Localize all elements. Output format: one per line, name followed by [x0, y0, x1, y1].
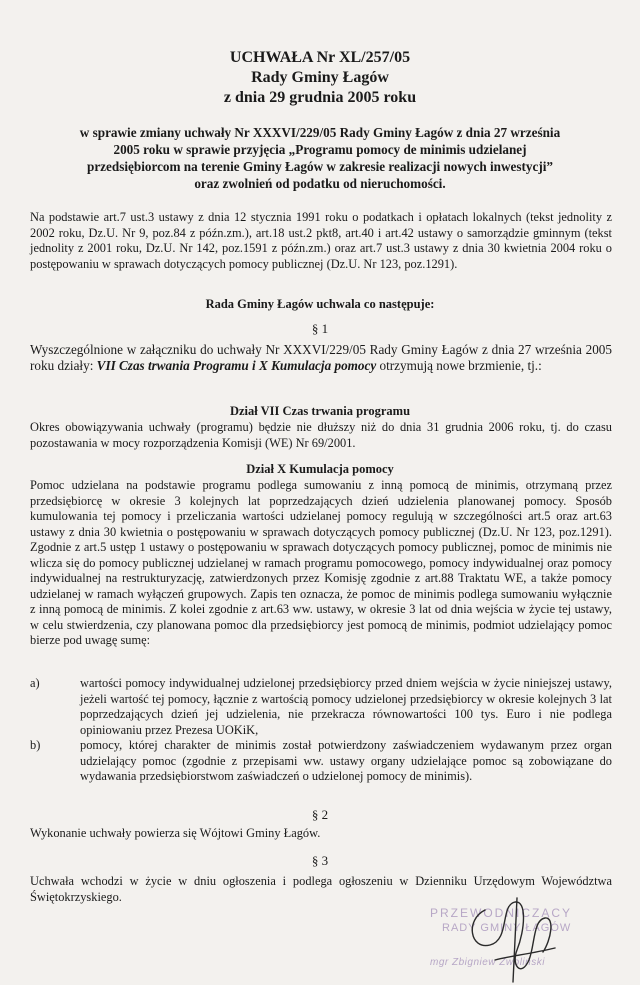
list-marker-b: b) — [30, 738, 41, 752]
section-2-text: Wykonanie uchwały powierza się Wójtowi Gminy Łagów. — [30, 826, 321, 840]
dzial-10-heading: Dział X Kumulacja pomocy — [246, 462, 394, 476]
section-1-intro-end: otrzymują nowe brzmienie, tj.: — [376, 358, 542, 373]
list-marker-a: a) — [30, 676, 40, 690]
section-3-text: Uchwała wchodzi w życie w dniu ogłoszenia i podlega ogłoszeniu w Dzienniku Urzędowym Województwa Świętokrzyskiego. — [30, 874, 612, 904]
subject-line-2: 2005 roku w sprawie przyjęcia „Programu pomocy de minimis udzielanej — [113, 142, 527, 157]
resolution-title: UCHWAŁA Nr XL/257/05 — [229, 49, 411, 66]
resolution-date: z dnia 29 grudnia 2005 roku — [223, 89, 417, 106]
stamp-line-1: PRZEWODNICZĄCY — [430, 906, 572, 920]
dzial-7-text: Okres obowiązywania uchwały (programu) będzie nie dłuższy niż do dnia 31 grudnia 2006 roku, tj. do czasu pozostawania w mocy rozporządzenia Komisji (WE) Nr 69/2001. — [30, 420, 612, 450]
list-text-b: pomocy, której charakter de minimis został potwierdzony zaświadczeniem wydawanym przez organ udzielający pomoc (zgodnie z przepisami ww. ustawy organy udzielające pomoc są zobowiązane do wydawania przedsiębiorstwom zaświadczeń o udzielonej pomocy de minimis). — [80, 738, 612, 783]
legal-basis: Na podstawie art.7 ust.3 ustawy z dnia 12 stycznia 1991 roku o podatkach i opłatach lokalnych (tekst jednolity z 2002 roku, Dz.U. Nr 9, poz.84 z późn.zm.), art.18 ust.2 pkt8, art.40 i art.42 ustawy o samorządzie gminnym (tekst jednolity z 2001 roku, Dz.U. Nr 142, poz.1591 z późn.zm.) oraz art.7 ust.3 ustawy z dnia 30 kwietnia 2004 roku o postępowaniu w sprawach dotyczących pomocy publicznej (Dz.U. Nr 123, poz.1291). — [30, 210, 612, 271]
dzial-7-heading: Dział VII Czas trwania programu — [229, 404, 411, 418]
section-2-heading: § 2 — [311, 807, 329, 822]
subject-line-3: przedsiębiorcom na terenie Gminy Łagów w zakresie realizacji nowych inwestycji” — [86, 159, 553, 174]
stamp-line-3: mgr Zbigniew Zwoliński — [430, 957, 545, 968]
subject-line-1: w sprawie zmiany uchwały Nr XXXVI/229/05 Rady Gminy Łagów z dnia 27 września — [79, 125, 561, 140]
resolves-heading: Rada Gminy Łagów uchwala co następuje: — [205, 297, 435, 311]
signature-icon — [455, 890, 575, 985]
stamp-line-2: RADY GMINY ŁAGÓW — [442, 922, 572, 934]
section-3-heading: § 3 — [311, 853, 329, 868]
council-name: Rady Gminy Łagów — [251, 69, 389, 86]
list-text-a: wartości pomocy indywidualnej udzielonej przedsiębiorcy przed dniem wejścia w życie niniejszej ustawy, jeżeli wartość tej pomocy, łącznie z wartością pomocy udzielonej przedsiębiorcy w okresie kolejnych 3 lat poprzedzających dzień jej udzielenia, nie przekracza równowartości 100 tys. Euro i nie podlega opiniowaniu przez Prezesa UOKiK, — [80, 676, 612, 737]
list-item-a — [30, 676, 612, 738]
list-item-b — [30, 738, 612, 785]
section-1-heading: § 1 — [311, 321, 329, 336]
subject-line-4: oraz zwolnień od podatku od nieruchomości. — [194, 176, 446, 191]
dzial-10-text: Pomoc udzielana na podstawie programu podlega sumowaniu z inną pomocą de minimis, otrzymaną przez przedsiębiorcę w okresie 3 kolejnych lat poprzedzających dzień udzielenia planowanej pomocy. Sposób kumulowania tej pomocy i przeliczania wartości udzielanej pomocy regulują w szczególności art.5 oraz art.63 ustawy z dnia 30 kwietnia o postępowaniu w sprawach dotyczących pomocy publicznej (Dz.U. Nr 123, poz.1291). Zgodnie z art.5 ustęp 1 ustawy o postępowaniu w sprawach dotyczących pomocy publicznej, pomoc de minimis nie wlicza się do pomocy publicznej udzielanej w ramach programu pomocowego, pomocy indywidualnej oraz pomocy indywidualnej na restrukturyzację, zatwierdzonych przez Komisję zgodnie z art.88 Traktatu WE, a także pomocy udzielanej w ramach wyłączeń grupowych. Zapis ten oznacza, że pomoc de minimis podlega sumowaniu wyłącznie z inną pomocą de minimis. Z kolei zgodnie z art.63 ww. ustawy, w okresie 3 lat od dnia wejścia w życie tej ustawy, w celu stwierdzenia, czy planowana pomoc dla przedsiębiorcy jest pomocą de minimis, podmiot udzielający pomoc bierze pod uwagę sumę: — [30, 478, 612, 647]
section-1-intro-italic: VII Czas trwania Programu i X Kumulacja pomocy — [96, 358, 377, 373]
section-1-intro — [30, 342, 612, 374]
section-1-intro-start: Wyszczególnione w załączniku do uchwały Nr XXXVI/229/05 Rady Gminy Łagów z dnia 27 września 2005 roku działy: — [30, 342, 612, 373]
